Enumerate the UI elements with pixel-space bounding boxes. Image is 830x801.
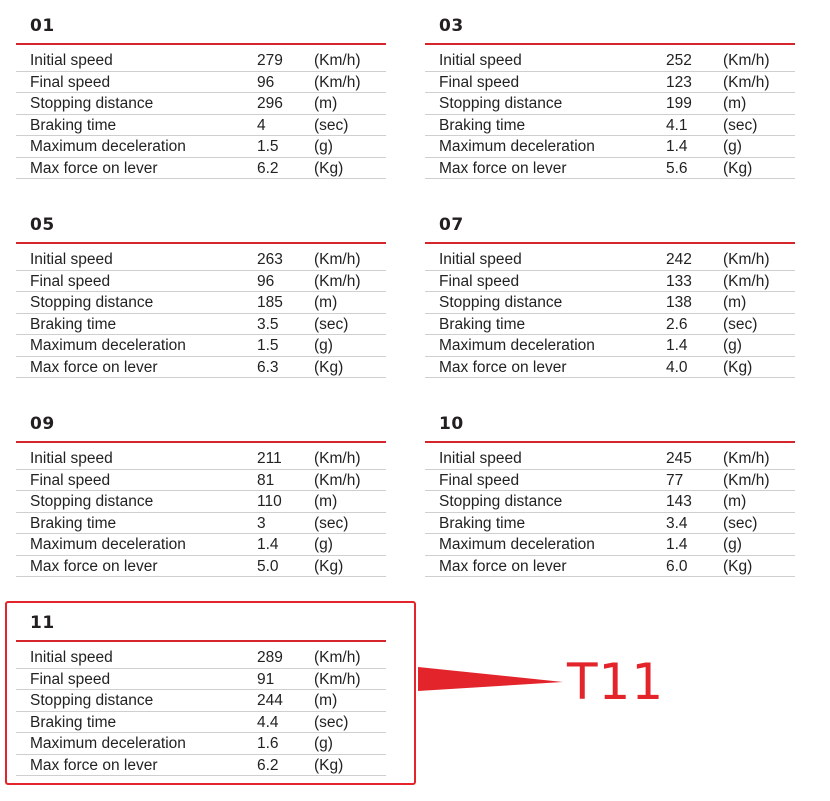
row-initial-speed <box>425 448 795 470</box>
row-label: Max force on lever <box>439 358 567 376</box>
row-label: Stopping distance <box>30 493 154 510</box>
title-rule <box>16 441 386 443</box>
row-unit: (m) <box>314 493 338 510</box>
row-unit: (Kg) <box>723 358 753 376</box>
row-value: 252 <box>666 52 692 69</box>
row-value: 185 <box>257 294 283 311</box>
row-unit: (Kg) <box>723 557 753 575</box>
row-value: 1.5 <box>257 337 279 354</box>
block-10 <box>425 412 795 577</box>
row-label: Final speed <box>439 471 520 489</box>
row-value: 1.4 <box>666 138 688 155</box>
row-final-speed <box>425 271 795 293</box>
row-label: Initial speed <box>30 450 113 467</box>
block-09 <box>16 412 386 577</box>
row-label: Final speed <box>439 272 520 290</box>
row-label: Maximum deceleration <box>439 536 595 553</box>
row-stopping-distance <box>16 292 386 314</box>
row-value: 242 <box>666 251 692 268</box>
block-01 <box>16 14 386 179</box>
row-value: 6.3 <box>257 358 279 376</box>
row-braking-time <box>425 115 795 137</box>
row-label: Initial speed <box>439 450 522 467</box>
row-label: Final speed <box>30 670 111 688</box>
row-label: Maximum deceleration <box>30 536 186 553</box>
row-value: 143 <box>666 493 692 510</box>
row-unit: (Km/h) <box>723 450 770 467</box>
row-value: 5.0 <box>257 557 279 575</box>
row-value: 5.6 <box>666 159 688 177</box>
row-unit: (m) <box>314 294 338 311</box>
row-value: 1.6 <box>257 735 279 752</box>
block-03 <box>425 14 795 179</box>
row-unit: (Km/h) <box>723 52 770 69</box>
row-value: 245 <box>666 450 692 467</box>
data-rows <box>16 647 386 776</box>
row-unit: (Km/h) <box>314 670 361 688</box>
row-final-speed <box>16 271 386 293</box>
row-max-deceleration <box>16 733 386 755</box>
row-value: 289 <box>257 649 283 666</box>
row-value: 1.4 <box>666 337 688 354</box>
data-rows <box>16 448 386 577</box>
row-label: Max force on lever <box>439 557 567 575</box>
row-value: 91 <box>257 670 275 688</box>
row-unit: (Km/h) <box>314 251 361 268</box>
row-braking-time <box>16 513 386 535</box>
row-unit: (sec) <box>314 315 349 333</box>
row-final-speed <box>16 669 386 691</box>
row-unit: (Kg) <box>723 159 753 177</box>
row-max-deceleration <box>425 335 795 357</box>
row-unit: (g) <box>314 536 333 553</box>
row-unit: (Km/h) <box>723 251 770 268</box>
data-rows <box>16 50 386 179</box>
row-unit: (g) <box>314 735 333 752</box>
row-unit: (Km/h) <box>723 272 770 290</box>
row-value: 4.1 <box>666 116 688 134</box>
title-rule <box>425 242 795 244</box>
row-value: 4.4 <box>257 713 279 731</box>
row-unit: (sec) <box>723 116 758 134</box>
row-label: Maximum deceleration <box>30 337 186 354</box>
row-braking-time <box>16 314 386 336</box>
title-rule <box>16 242 386 244</box>
block-11 <box>16 611 386 776</box>
row-label: Braking time <box>439 116 526 134</box>
row-label: Stopping distance <box>439 294 563 311</box>
row-braking-time <box>16 712 386 734</box>
row-unit: (sec) <box>314 116 349 134</box>
row-value: 1.5 <box>257 138 279 155</box>
block-title: 01 <box>30 16 55 36</box>
row-initial-speed <box>16 50 386 72</box>
row-value: 3.5 <box>257 315 279 333</box>
block-title: 09 <box>30 414 55 434</box>
row-label: Braking time <box>439 514 526 532</box>
row-value: 123 <box>666 73 692 91</box>
row-label: Maximum deceleration <box>439 138 595 155</box>
row-unit: (sec) <box>314 514 349 532</box>
data-rows <box>425 50 795 179</box>
row-unit: (g) <box>723 337 742 354</box>
row-initial-speed <box>425 249 795 271</box>
row-unit: (g) <box>314 138 333 155</box>
row-max-deceleration <box>16 136 386 158</box>
row-value: 96 <box>257 272 275 290</box>
row-value: 77 <box>666 471 684 489</box>
row-label: Max force on lever <box>30 358 158 376</box>
row-unit: (Km/h) <box>723 471 770 489</box>
row-label: Stopping distance <box>30 294 154 311</box>
row-label: Max force on lever <box>30 159 158 177</box>
row-label: Stopping distance <box>30 95 154 112</box>
row-initial-speed <box>425 50 795 72</box>
row-unit: (g) <box>723 138 742 155</box>
block-07 <box>425 213 795 378</box>
block-title: 03 <box>439 16 464 36</box>
row-braking-time <box>425 513 795 535</box>
row-value: 3 <box>257 514 266 532</box>
row-value: 4.0 <box>666 358 688 376</box>
title-rule <box>425 441 795 443</box>
row-final-speed <box>16 470 386 492</box>
row-unit: (Km/h) <box>314 649 361 666</box>
row-value: 6.2 <box>257 159 279 177</box>
row-label: Maximum deceleration <box>439 337 595 354</box>
row-unit: (m) <box>723 493 747 510</box>
row-value: 96 <box>257 73 275 91</box>
title-rule <box>425 43 795 45</box>
row-value: 279 <box>257 52 283 69</box>
row-initial-speed <box>16 448 386 470</box>
row-unit: (Kg) <box>314 358 344 376</box>
row-value: 3.4 <box>666 514 688 532</box>
row-value: 81 <box>257 471 275 489</box>
row-label: Braking time <box>30 713 117 731</box>
row-label: Final speed <box>439 73 520 91</box>
row-value: 1.4 <box>257 536 279 553</box>
row-unit: (g) <box>314 337 333 354</box>
row-label: Initial speed <box>439 52 522 69</box>
row-value: 263 <box>257 251 283 268</box>
data-rows <box>16 249 386 378</box>
row-unit: (sec) <box>723 514 758 532</box>
row-max-force-on-lever <box>16 755 386 777</box>
row-label: Braking time <box>439 315 526 333</box>
row-max-force-on-lever <box>425 556 795 578</box>
row-stopping-distance <box>16 491 386 513</box>
row-unit: (Km/h) <box>314 450 361 467</box>
row-value: 244 <box>257 692 283 709</box>
row-max-deceleration <box>425 136 795 158</box>
row-unit: (m) <box>723 95 747 112</box>
row-stopping-distance <box>425 93 795 115</box>
row-final-speed <box>425 470 795 492</box>
row-label: Braking time <box>30 315 117 333</box>
row-stopping-distance <box>425 292 795 314</box>
row-value: 1.4 <box>666 536 688 553</box>
row-value: 2.6 <box>666 315 688 333</box>
row-label: Stopping distance <box>439 95 563 112</box>
row-unit: (Km/h) <box>314 471 361 489</box>
data-rows <box>425 448 795 577</box>
callout-label: T11 <box>567 653 665 711</box>
row-value: 138 <box>666 294 692 311</box>
row-unit: (m) <box>723 294 747 311</box>
row-initial-speed <box>16 647 386 669</box>
row-value: 4 <box>257 116 266 134</box>
row-unit: (Kg) <box>314 756 344 774</box>
block-05 <box>16 213 386 378</box>
row-unit: (sec) <box>314 713 349 731</box>
row-label: Braking time <box>30 514 117 532</box>
row-label: Max force on lever <box>439 159 567 177</box>
block-title: 05 <box>30 215 55 235</box>
row-max-force-on-lever <box>425 158 795 180</box>
row-unit: (sec) <box>723 315 758 333</box>
row-max-force-on-lever <box>16 556 386 578</box>
block-title: 11 <box>30 613 55 633</box>
row-label: Final speed <box>30 272 111 290</box>
row-unit: (Kg) <box>314 557 344 575</box>
row-unit: (Km/h) <box>314 73 361 91</box>
block-title: 10 <box>439 414 464 434</box>
title-rule <box>16 43 386 45</box>
row-unit: (Km/h) <box>314 272 361 290</box>
row-stopping-distance <box>16 93 386 115</box>
row-unit: (Km/h) <box>314 52 361 69</box>
row-final-speed <box>16 72 386 94</box>
row-unit: (g) <box>723 536 742 553</box>
row-max-force-on-lever <box>16 357 386 379</box>
row-unit: (Kg) <box>314 159 344 177</box>
row-stopping-distance <box>425 491 795 513</box>
row-stopping-distance <box>16 690 386 712</box>
row-unit: (Km/h) <box>723 73 770 91</box>
row-value: 211 <box>257 450 282 467</box>
row-max-force-on-lever <box>16 158 386 180</box>
row-label: Stopping distance <box>30 692 154 709</box>
row-label: Max force on lever <box>30 756 158 774</box>
row-label: Final speed <box>30 73 111 91</box>
pointer-arrow-icon <box>418 667 563 693</box>
row-braking-time <box>425 314 795 336</box>
row-value: 133 <box>666 272 692 290</box>
row-initial-speed <box>16 249 386 271</box>
row-value: 6.0 <box>666 557 688 575</box>
row-label: Initial speed <box>439 251 522 268</box>
row-braking-time <box>16 115 386 137</box>
row-max-deceleration <box>16 335 386 357</box>
row-unit: (m) <box>314 95 338 112</box>
row-max-force-on-lever <box>425 357 795 379</box>
row-unit: (m) <box>314 692 338 709</box>
row-label: Initial speed <box>30 251 113 268</box>
row-value: 110 <box>257 493 282 510</box>
data-rows <box>425 249 795 378</box>
title-rule <box>16 640 386 642</box>
row-label: Initial speed <box>30 649 113 666</box>
row-label: Maximum deceleration <box>30 735 186 752</box>
row-value: 6.2 <box>257 756 279 774</box>
row-label: Maximum deceleration <box>30 138 186 155</box>
block-title: 07 <box>439 215 464 235</box>
row-final-speed <box>425 72 795 94</box>
row-value: 199 <box>666 95 692 112</box>
row-max-deceleration <box>16 534 386 556</box>
row-label: Final speed <box>30 471 111 489</box>
row-max-deceleration <box>425 534 795 556</box>
row-label: Braking time <box>30 116 117 134</box>
row-label: Initial speed <box>30 52 113 69</box>
row-label: Max force on lever <box>30 557 158 575</box>
row-value: 296 <box>257 95 283 112</box>
row-label: Stopping distance <box>439 493 563 510</box>
